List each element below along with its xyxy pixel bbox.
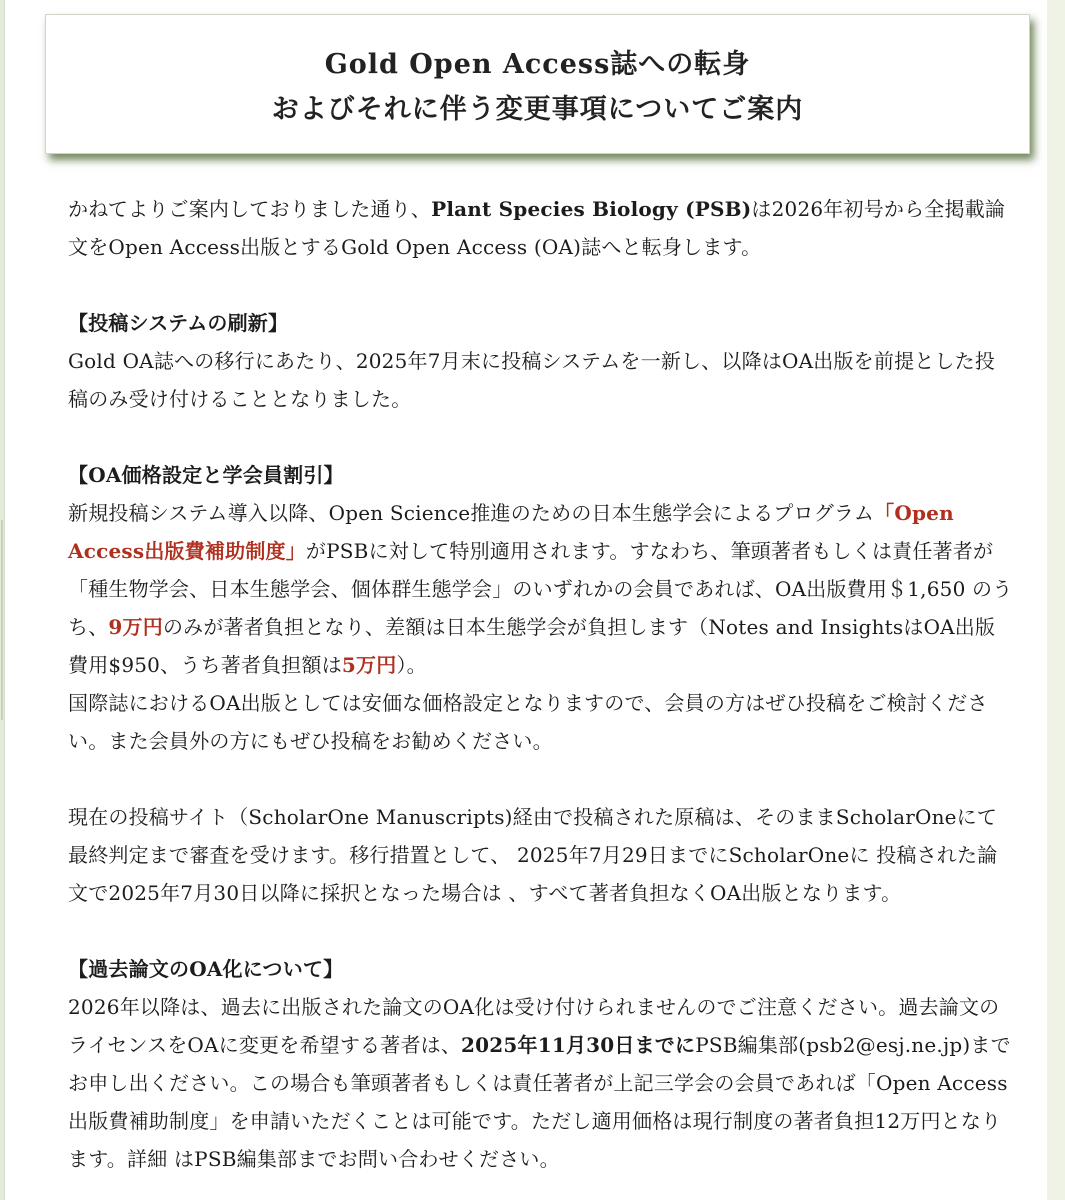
title-banner — [45, 14, 1030, 154]
past-text-b: PSB編集部(psb2@esj.ne.jp)までお申し出ください。この場合も筆頭著者もしくは責任著者が上記三学会の会員であれば「Open Access出版費補助制度」を申請いただくことは可能です。ただし適用価格は現行制度の著者負担12万円となります。詳細 はPSB編集部までお問い合わせください。 — [68, 1033, 1011, 1171]
past-papers-heading: 【過去論文のOA化について】 — [68, 957, 344, 981]
title-line-1: Gold Open Access誌への転身 — [324, 49, 751, 80]
pricing-text-b: がPSBに対して特別適用されます。すなわち、筆頭著者もしくは責任著者が「種生物学会、日本生態学会、個体群生態学会」のいずれかの会員であれば、OA出版費用＄1,650 のうち、 — [68, 539, 1013, 639]
pricing-paragraph — [68, 494, 1013, 684]
submission-paragraph: Gold OA誌への移行にあたり、2025年7月末に投稿システムを一新し、以降はOA出版を前提とした投稿のみ受け付けることとなりました。 — [68, 349, 996, 411]
author-fee-member: 9万円 — [108, 615, 163, 639]
intro-text-b: は2026年初号から全掲載論文をOpen Access出版とするGold Open Access (OA)誌へと転身します。 — [68, 197, 1006, 259]
title-line-2: およびそれに伴う変更事項についてご案内 — [271, 94, 804, 125]
right-margin-strip — [1047, 0, 1065, 1200]
program-name: 「Open Access出版費補助制度」 — [68, 501, 954, 563]
announcement-body — [68, 190, 1013, 1178]
author-fee-notes: 5万円 — [341, 653, 397, 677]
past-papers-paragraph — [68, 988, 1013, 1178]
deadline-date: 2025年11月30日までに — [461, 1033, 696, 1057]
past-text-a: 2026年以降は、過去に出版された論文のOA化は受け付けられませんのでご注意ください。過去論文のライセンスをOAに変更を希望する著者は、 — [68, 995, 1000, 1057]
left-scroll-marker — [1, 520, 3, 720]
intro-text-a: かねてよりご案内しておりました通り、 — [68, 197, 432, 221]
pricing-heading: 【OA価格設定と学会員割引】 — [68, 463, 344, 487]
pricing-paragraph-2: 国際誌におけるOA出版としては安価な価格設定となりますので、会員の方はぜひ投稿をご検討ください。また会員外の方にもぜひ投稿をお勧めください。 — [68, 691, 988, 753]
pricing-text-d: ）。 — [396, 653, 427, 677]
pricing-text-a: 新規投稿システム導入以降、Open Science推進のための日本生態学会によるプログラム — [68, 501, 875, 525]
journal-name: Plant Species Biology (PSB) — [431, 197, 752, 221]
submission-heading: 【投稿システムの刷新】 — [68, 311, 289, 335]
intro-paragraph — [68, 190, 1013, 266]
transition-paragraph: 現在の投稿サイト（ScholarOne Manuscripts)経由で投稿された原稿は、そのままScholarOneにて最終判定まで審査を受けます。移行措置として、 2025年7月29日までにScholarOneに 投稿された論文で2025年7月30日以降に採択となった場合は 、すべて著者負担なくOA出版となります。 — [68, 805, 998, 905]
pricing-text-c: のみが著者負担となり、差額は日本生態学会が負担します（Notes and InsightsはOA出版費用$950、うち著者負担額は — [68, 615, 996, 677]
